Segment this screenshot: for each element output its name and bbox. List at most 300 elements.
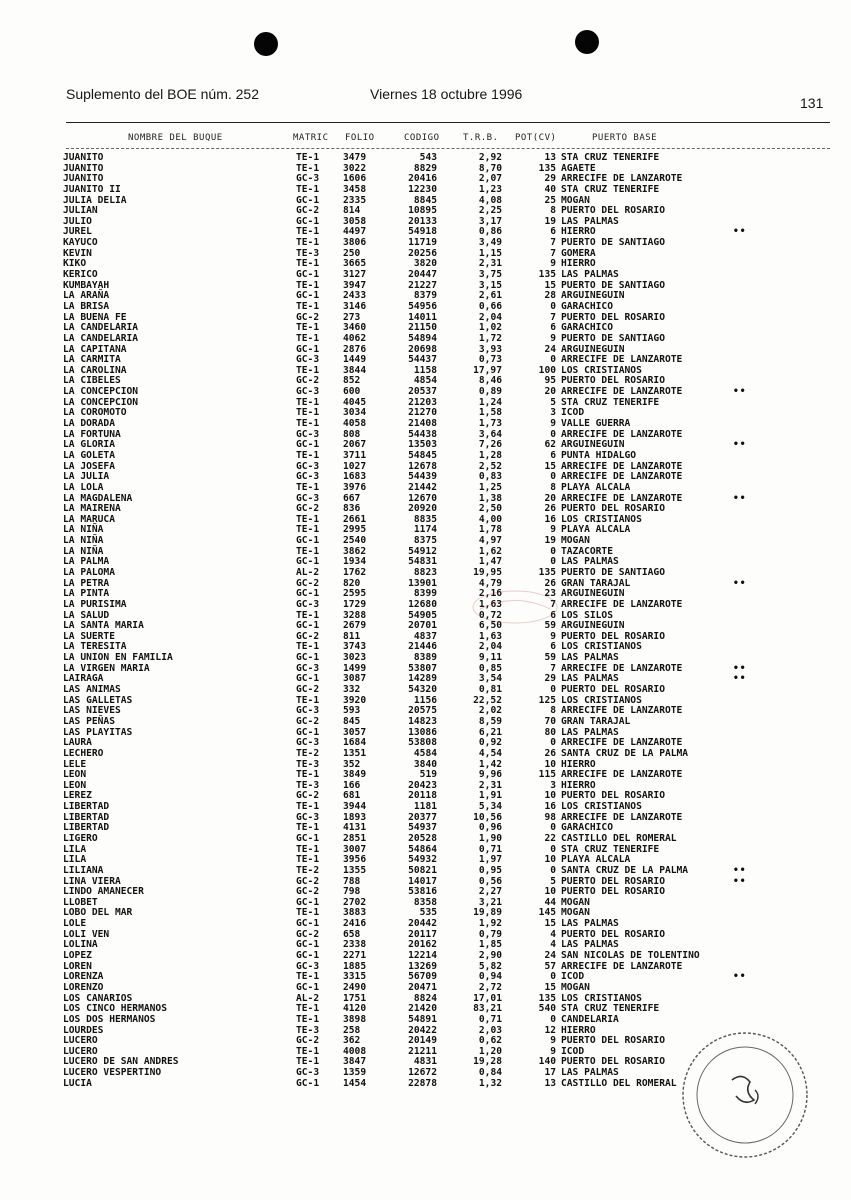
home-port: ARRECIFE DE LANZAROTE: [561, 492, 683, 504]
folio: 3849: [343, 769, 367, 781]
trb-value: 8,46: [478, 375, 502, 387]
matricula: GC-1: [296, 950, 320, 962]
folio: 2851: [343, 833, 367, 844]
vessel-name: LA FORTUNA: [63, 428, 121, 440]
power-cv: 135: [538, 162, 556, 174]
codigo: 54864: [408, 843, 437, 855]
vessel-name: LOS CINCO HERMANOS: [63, 1003, 167, 1015]
power-cv: 6: [550, 641, 556, 653]
punch-hole-left: [254, 32, 278, 56]
matricula: TE-1: [296, 1056, 320, 1068]
matricula: TE-1: [296, 801, 320, 813]
power-cv: 95: [544, 375, 556, 387]
home-port: LAS PALMAS: [561, 1067, 619, 1079]
codigo: 22878: [408, 1077, 437, 1089]
trb-value: 1,58: [478, 407, 502, 419]
power-cv: 12: [544, 1024, 556, 1036]
codigo: 4831: [413, 1056, 437, 1068]
vessel-name: LA UNION EN FAMILIA: [63, 652, 173, 664]
matricula: GC-2: [296, 1035, 320, 1047]
vessel-name: LA CIBELES: [63, 375, 121, 387]
folio: 3087: [343, 673, 367, 685]
trb-value: 2,72: [478, 981, 502, 993]
power-cv: 59: [544, 620, 556, 632]
folio: 352: [343, 758, 361, 770]
folio: 1449: [343, 354, 367, 366]
folio: 820: [343, 577, 361, 589]
col-header-port: PUERTO BASE: [592, 133, 658, 143]
vessel-name: KEVIN: [63, 247, 92, 259]
matricula: TE-1: [296, 258, 320, 270]
power-cv: 8: [550, 205, 556, 217]
vessel-name: LILA: [63, 854, 87, 866]
trb-value: 5,82: [478, 960, 502, 972]
codigo: 1181: [413, 801, 437, 813]
folio: 2416: [343, 918, 367, 930]
home-port: STA CRUZ TENERIFE: [561, 1003, 660, 1015]
folio: 3847: [343, 1056, 367, 1068]
trb-value: 4,97: [478, 535, 502, 547]
codigo: 4837: [413, 630, 437, 642]
home-port: CASTILLO DEL ROMERAL: [561, 833, 677, 844]
row-mark: ••: [733, 971, 747, 983]
vessel-name: KUMBAYAH: [63, 279, 110, 291]
trb-value: 1,32: [478, 1077, 502, 1089]
home-port: ARRECIFE DE LANZAROTE: [561, 737, 683, 749]
power-cv: 6: [550, 449, 556, 461]
vessel-name: LA MARUCA: [63, 513, 115, 525]
matricula: TE-1: [296, 971, 320, 983]
folio: 808: [343, 428, 361, 440]
power-cv: 10: [544, 790, 556, 802]
folio: 2540: [343, 535, 367, 547]
vessel-name: LIBERTAD: [63, 822, 110, 834]
trb-value: 2,52: [478, 460, 502, 472]
trb-value: 1,72: [478, 332, 502, 344]
power-cv: 3: [550, 407, 556, 419]
power-cv: 0: [550, 737, 556, 749]
home-port: PUERTO DEL ROSARIO: [561, 311, 665, 323]
codigo: 54918: [408, 226, 437, 238]
trb-value: 0,66: [478, 300, 502, 312]
matricula: TE-1: [296, 300, 320, 312]
home-port: PLAYA ALCALA: [561, 854, 631, 866]
home-port: LOS CRISTIANOS: [561, 694, 642, 706]
trb-value: 1,38: [478, 492, 502, 504]
matricula: TE-1: [296, 907, 320, 919]
home-port: CASTILLO DEL ROMERAL: [561, 1077, 677, 1089]
home-port: LAS PALMAS: [561, 939, 619, 951]
codigo: 20442: [408, 918, 437, 930]
table-row: [0, 717, 851, 728]
trb-value: 1,28: [478, 449, 502, 461]
folio: 273: [343, 311, 361, 323]
folio: 362: [343, 1035, 361, 1047]
trb-value: 2,90: [478, 950, 502, 962]
vessel-name: LA CONCEPCION: [63, 396, 139, 408]
trb-value: 0,56: [478, 875, 502, 887]
vessel-name: LOLE: [63, 918, 87, 930]
trb-value: 1,25: [478, 481, 502, 493]
table-row: [0, 334, 851, 345]
vessel-name: LA PINTA: [63, 588, 110, 600]
home-port: ARRECIFE DE LANZAROTE: [561, 173, 683, 185]
home-port: PUERTO DEL ROSARIO: [561, 375, 665, 387]
matricula: TE-1: [296, 769, 320, 781]
matricula: TE-1: [296, 449, 320, 461]
home-port: ARRECIFE DE LANZAROTE: [561, 769, 683, 781]
home-port: LAS PALMAS: [561, 269, 619, 281]
home-port: ARGUINEGUIN: [561, 439, 625, 451]
vessel-name: LAIRAGA: [63, 673, 104, 685]
trb-value: 9,96: [478, 769, 502, 781]
table-row: [0, 451, 851, 462]
vessel-name: LOBO DEL MAR: [63, 907, 133, 919]
vessel-name: JULIO: [63, 215, 92, 227]
folio: 811: [343, 630, 361, 642]
table-row: [0, 483, 851, 494]
codigo: 8845: [413, 194, 437, 206]
home-port: MOGAN: [561, 907, 590, 919]
power-cv: 0: [550, 971, 556, 983]
codigo: 12672: [408, 1067, 437, 1079]
power-cv: 24: [544, 950, 556, 962]
home-port: PUNTA HIDALGO: [561, 449, 637, 461]
vessel-name: LA BRISA: [63, 300, 110, 312]
matricula: GC-1: [296, 726, 320, 738]
power-cv: 29: [544, 173, 556, 185]
trb-value: 3,15: [478, 279, 502, 291]
folio: 3023: [343, 652, 367, 664]
matricula: GC-1: [296, 269, 320, 281]
codigo: 8379: [413, 290, 437, 302]
matricula: TE-1: [296, 609, 320, 621]
trb-value: 10,56: [473, 811, 502, 823]
matricula: GC-3: [296, 471, 320, 483]
power-cv: 135: [538, 992, 556, 1004]
folio: 3806: [343, 237, 367, 249]
codigo: 20920: [408, 503, 437, 515]
matricula: GC-2: [296, 790, 320, 802]
power-cv: 26: [544, 747, 556, 759]
power-cv: 7: [550, 237, 556, 249]
matricula: GC-1: [296, 939, 320, 951]
home-port: SANTA CRUZ DE LA PALMA: [561, 864, 689, 876]
codigo: 3820: [413, 258, 437, 270]
home-port: ICOD: [561, 1045, 585, 1057]
codigo: 54956: [408, 300, 437, 312]
home-port: GOMERA: [561, 247, 596, 259]
vessel-name: LOREN: [63, 960, 92, 972]
power-cv: 9: [550, 418, 556, 430]
home-port: LAS PALMAS: [561, 215, 619, 227]
trb-value: 1,24: [478, 396, 502, 408]
home-port: PUERTO DE SANTIAGO: [561, 237, 665, 249]
power-cv: 0: [550, 545, 556, 557]
trb-value: 1,15: [478, 247, 502, 259]
home-port: STA CRUZ TENERIFE: [561, 152, 660, 163]
codigo: 54912: [408, 545, 437, 557]
table-row: [0, 185, 851, 196]
folio: 3458: [343, 183, 367, 195]
trb-value: 3,75: [478, 269, 502, 281]
matricula: AL-2: [296, 566, 320, 578]
folio: 3022: [343, 162, 367, 174]
folio: 600: [343, 386, 361, 398]
vessel-name: LA JULIA: [63, 471, 110, 483]
home-port: ARRECIFE DE LANZAROTE: [561, 960, 683, 972]
vessel-name: LA ARAÑA: [63, 290, 110, 302]
power-cv: 9: [550, 630, 556, 642]
codigo: 14823: [408, 715, 437, 727]
home-port: LOS CRISTIANOS: [561, 641, 642, 653]
trb-value: 2,04: [478, 311, 502, 323]
vessel-name: LA CANDELARIA: [63, 322, 139, 334]
vessel-name: LIGERO: [63, 833, 98, 844]
power-cv: 98: [544, 811, 556, 823]
home-port: PUERTO DEL ROSARIO: [561, 790, 665, 802]
vessel-name: KERICO: [63, 269, 98, 281]
trb-value: 0,89: [478, 386, 502, 398]
codigo: 8824: [413, 992, 437, 1004]
vessel-name: LAS NIEVES: [63, 705, 121, 717]
power-cv: 9: [550, 1035, 556, 1047]
home-port: GARACHICO: [561, 822, 613, 834]
matricula: GC-2: [296, 577, 320, 589]
home-port: VALLE GUERRA: [561, 418, 631, 430]
codigo: 8829: [413, 162, 437, 174]
table-row: [0, 302, 851, 313]
row-mark: ••: [733, 492, 747, 504]
power-cv: 6: [550, 226, 556, 238]
folio: 1683: [343, 471, 367, 483]
trb-value: 2,25: [478, 205, 502, 217]
folio: 2271: [343, 950, 367, 962]
matricula: TE-1: [296, 226, 320, 238]
vessel-name: LINDO AMANECER: [63, 886, 144, 898]
trb-value: 4,00: [478, 513, 502, 525]
home-port: MOGAN: [561, 896, 590, 908]
trb-value: 1,97: [478, 854, 502, 866]
trb-value: 1,23: [478, 183, 502, 195]
trb-value: 19,95: [473, 566, 502, 578]
codigo: 1158: [413, 364, 437, 376]
trb-value: 17,97: [473, 364, 502, 376]
codigo: 20423: [408, 779, 437, 791]
vessel-name: LA CAROLINA: [63, 364, 127, 376]
vessel-name: LA MAGDALENA: [63, 492, 133, 504]
codigo: 12230: [408, 183, 437, 195]
folio: 814: [343, 205, 361, 217]
trb-value: 8,70: [478, 162, 502, 174]
power-cv: 8: [550, 705, 556, 717]
codigo: 53808: [408, 737, 437, 749]
folio: 3920: [343, 694, 367, 706]
matricula: TE-1: [296, 332, 320, 344]
trb-value: 0,71: [478, 1013, 502, 1025]
vessel-name: LA NIÑA: [63, 524, 104, 536]
folio: 593: [343, 705, 361, 717]
codigo: 4854: [413, 375, 437, 387]
codigo: 8358: [413, 896, 437, 908]
matricula: GC-3: [296, 662, 320, 674]
home-port: MOGAN: [561, 535, 590, 547]
codigo: 14017: [408, 875, 437, 887]
home-port: LOS SILOS: [561, 609, 613, 621]
matricula: GC-2: [296, 715, 320, 727]
vessel-name: LOS DOS HERMANOS: [63, 1013, 156, 1025]
folio: 788: [343, 875, 361, 887]
col-header-trb: T.R.B.: [463, 133, 499, 143]
matricula: GC-1: [296, 439, 320, 451]
power-cv: 0: [550, 864, 556, 876]
folio: 2876: [343, 343, 367, 355]
matricula: GC-3: [296, 428, 320, 440]
codigo: 20422: [408, 1024, 437, 1036]
home-port: HIERRO: [561, 226, 596, 238]
codigo: 54320: [408, 684, 437, 696]
vessel-name: LOS CANARIOS: [63, 992, 133, 1004]
trb-value: 3,93: [478, 343, 502, 355]
matricula: TE-1: [296, 396, 320, 408]
trb-value: 0,83: [478, 471, 502, 483]
home-port: ARRECIFE DE LANZAROTE: [561, 662, 683, 674]
trb-value: 1,47: [478, 556, 502, 568]
vessel-name: LAS ANIMAS: [63, 684, 121, 696]
home-port: ARRECIFE DE LANZAROTE: [561, 460, 683, 472]
vessel-name: LLOBET: [63, 896, 98, 908]
vessel-name: LAS PEÑAS: [63, 715, 115, 727]
codigo: 21203: [408, 396, 437, 408]
vessel-name: LUCERO: [63, 1045, 98, 1057]
folio: 1499: [343, 662, 367, 674]
home-port: PUERTO DEL ROSARIO: [561, 1056, 665, 1068]
home-port: PUERTO DEL ROSARIO: [561, 205, 665, 217]
home-port: ARRECIFE DE LANZAROTE: [561, 354, 683, 366]
folio: 1934: [343, 556, 367, 568]
matricula: TE-1: [296, 513, 320, 525]
matricula: TE-1: [296, 237, 320, 249]
folio: 2702: [343, 896, 367, 908]
vessel-name: LA GOLETA: [63, 449, 115, 461]
folio: 3862: [343, 545, 367, 557]
folio: 1762: [343, 566, 367, 578]
home-port: ICOD: [561, 971, 585, 983]
power-cv: 9: [550, 332, 556, 344]
home-port: ARGUINEGUIN: [561, 588, 625, 600]
matricula: TE-1: [296, 162, 320, 174]
folio: 1454: [343, 1077, 367, 1089]
codigo: 20575: [408, 705, 437, 717]
matricula: GC-2: [296, 928, 320, 940]
matricula: GC-1: [296, 620, 320, 632]
home-port: MOGAN: [561, 981, 590, 993]
power-cv: 0: [550, 428, 556, 440]
home-port: LAS PALMAS: [561, 918, 619, 930]
vessel-name: KAYUCO: [63, 237, 98, 249]
folio: 3665: [343, 258, 367, 270]
vessel-name: JUANITO: [63, 162, 104, 174]
power-cv: 19: [544, 535, 556, 547]
codigo: 20416: [408, 173, 437, 185]
trb-value: 0,71: [478, 843, 502, 855]
vessel-name: LEREZ: [63, 790, 92, 802]
trb-value: 0,92: [478, 737, 502, 749]
folio: 3956: [343, 854, 367, 866]
codigo: 54439: [408, 471, 437, 483]
folio: 2995: [343, 524, 367, 536]
trb-value: 2,27: [478, 886, 502, 898]
power-cv: 7: [550, 598, 556, 610]
home-port: PUERTO DE SANTIAGO: [561, 566, 665, 578]
power-cv: 15: [544, 460, 556, 472]
power-cv: 0: [550, 822, 556, 834]
codigo: 53807: [408, 662, 437, 674]
home-port: ICOD: [561, 407, 585, 419]
row-mark: ••: [733, 439, 747, 451]
power-cv: 3: [550, 779, 556, 791]
home-port: PUERTO DE SANTIAGO: [561, 332, 665, 344]
codigo: 21446: [408, 641, 437, 653]
trb-value: 0,79: [478, 928, 502, 940]
codigo: 20117: [408, 928, 437, 940]
folio: 667: [343, 492, 361, 504]
home-port: HIERRO: [561, 1024, 596, 1036]
vessel-name: LILIANA: [63, 864, 104, 876]
codigo: 21227: [408, 279, 437, 291]
power-cv: 28: [544, 290, 556, 302]
power-cv: 25: [544, 194, 556, 206]
trb-value: 1,63: [478, 630, 502, 642]
folio: 1893: [343, 811, 367, 823]
power-cv: 15: [544, 918, 556, 930]
table-row: [0, 600, 851, 611]
matricula: TE-1: [296, 641, 320, 653]
matricula: GC-3: [296, 173, 320, 185]
trb-value: 2,03: [478, 1024, 502, 1036]
codigo: 21420: [408, 1003, 437, 1015]
power-cv: 145: [538, 907, 556, 919]
trb-value: 2,04: [478, 641, 502, 653]
vessel-name: LA BUENA FE: [63, 311, 127, 323]
vessel-name: LINA VIERA: [63, 875, 121, 887]
matricula: GC-1: [296, 673, 320, 685]
power-cv: 100: [538, 364, 556, 376]
power-cv: 9: [550, 524, 556, 536]
codigo: 21150: [408, 322, 437, 334]
codigo: 20149: [408, 1035, 437, 1047]
vessel-name: KIKO: [63, 258, 87, 270]
trb-value: 0,81: [478, 684, 502, 696]
codigo: 56709: [408, 971, 437, 983]
codigo: 8399: [413, 588, 437, 600]
codigo: 1156: [413, 694, 437, 706]
vessel-name: JUREL: [63, 226, 92, 238]
folio: 1729: [343, 598, 367, 610]
power-cv: 115: [538, 769, 556, 781]
power-cv: 125: [538, 694, 556, 706]
power-cv: 4: [550, 928, 556, 940]
trb-value: 0,72: [478, 609, 502, 621]
matricula: GC-2: [296, 375, 320, 387]
matricula: GC-2: [296, 886, 320, 898]
vessel-name: LIBERTAD: [63, 801, 110, 813]
matricula: GC-1: [296, 981, 320, 993]
vessel-name: LA SANTA MARIA: [63, 620, 144, 632]
matricula: TE-1: [296, 322, 320, 334]
vessel-name: LA MAIRENA: [63, 503, 121, 515]
vessel-name: LA COROMOTO: [63, 407, 127, 419]
